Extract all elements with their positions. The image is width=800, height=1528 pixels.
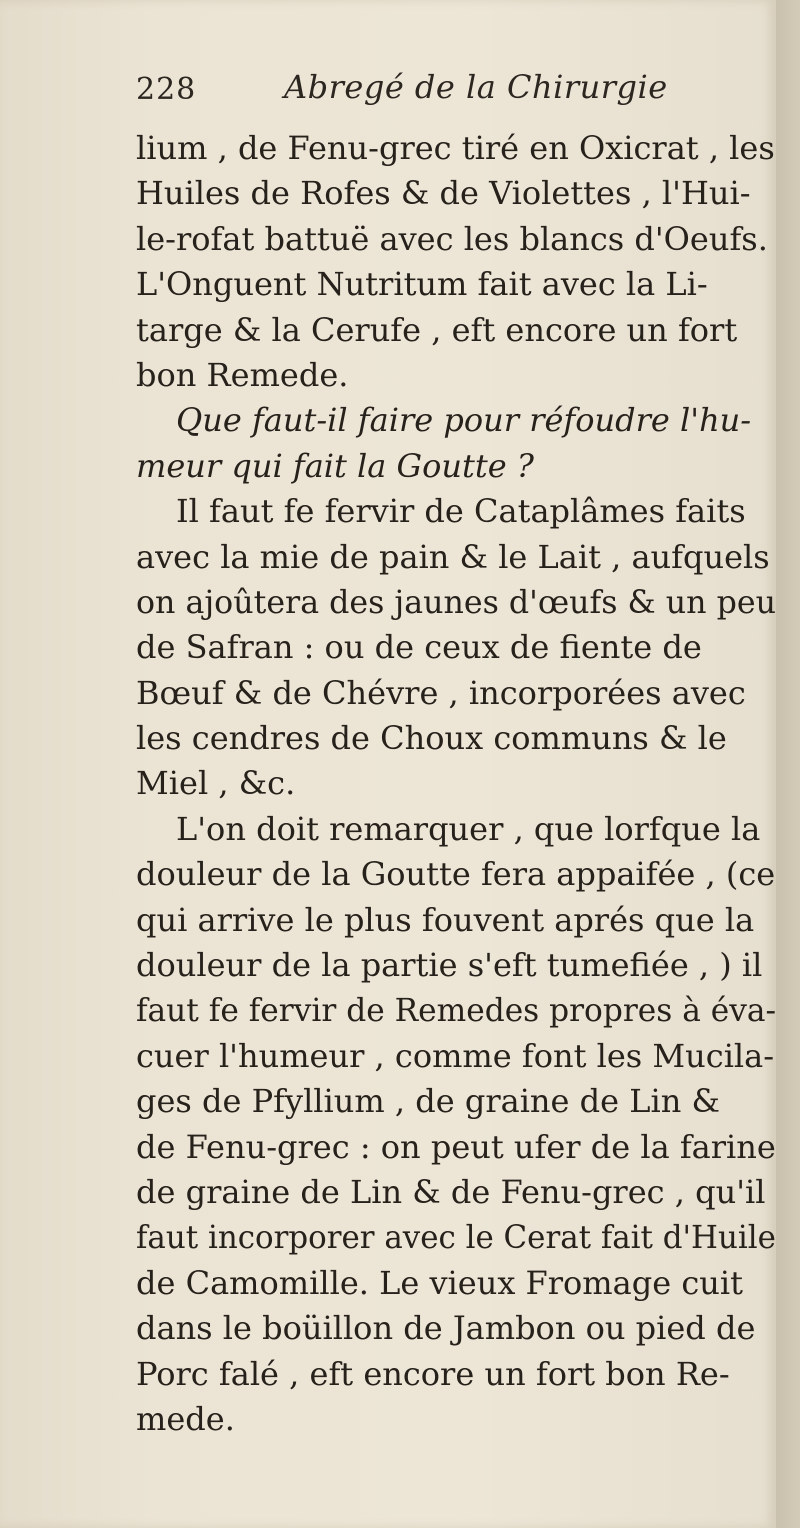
text-line: de Camomille. Le vieux Fromage cuit	[136, 1263, 743, 1302]
text-line: Porc falé , eft encore un fort bon Re-	[136, 1354, 730, 1393]
text-line: de Fenu-grec : on peut ufer de la farine	[136, 1127, 776, 1166]
text-line: de graine de Lin & de Fenu-grec , qu'il	[136, 1172, 766, 1211]
text-line: targe & la Cerufe , eft encore un fort	[136, 310, 738, 349]
text-line: on ajoûtera des jaunes d'œufs & un peu	[136, 582, 776, 621]
text-line: ges de Pfyllium , de graine de Lin &	[136, 1082, 720, 1121]
text-line: faut fe fervir de Remedes propres à éva-	[136, 991, 777, 1030]
page-body	[136, 126, 776, 1442]
text-line: les cendres de Choux communs & le	[136, 719, 727, 758]
text-line: mede.	[136, 1399, 235, 1438]
text-line: lium , de Fenu-grec tiré en Oxicrat , les	[136, 129, 775, 167]
text-line: douleur de la partie s'eft tumefiée , ) il	[136, 946, 763, 985]
text-line: douleur de la Goutte fera appaifée , (ce	[136, 855, 776, 894]
text-line: L'on doit remarquer , que lorfque la	[176, 809, 761, 848]
text-line: avec la mie de pain & le Lait , aufquels	[136, 537, 770, 576]
text-line: faut incorporer avec le Cerat fait d'Huile	[136, 1218, 776, 1257]
question-line: Que faut-il faire pour réfoudre l'hu-	[176, 401, 752, 440]
running-title: Abregé de la Chirurgie	[284, 68, 668, 106]
page-number: 228	[136, 72, 197, 107]
text-line: L'Onguent Nutritum fait avec la Li-	[136, 265, 708, 304]
text-line: Miel , &c.	[136, 764, 296, 803]
text-line: bon Remede.	[136, 355, 349, 394]
text-line: le-rofat battuë avec les blancs d'Oeufs.	[136, 219, 768, 258]
text-line: Huiles de Rofes & de Violettes , l'Hui-	[136, 174, 751, 213]
text-line: Il faut fe fervir de Cataplâmes faits	[176, 492, 746, 531]
text-line: cuer l'humeur , comme font les Mucila-	[136, 1036, 775, 1075]
text-line: qui arrive le plus fouvent aprés que la	[136, 900, 755, 939]
text-line: Bœuf & de Chévre , incorporées avec	[136, 673, 746, 712]
text-line: de Safran : ou de ceux de fiente de	[136, 628, 702, 667]
page-edge	[776, 0, 800, 1528]
text-line: dans le boüillon de Jambon ou pied de	[136, 1309, 756, 1348]
question-line: meur qui fait la Goutte ?	[136, 446, 534, 485]
